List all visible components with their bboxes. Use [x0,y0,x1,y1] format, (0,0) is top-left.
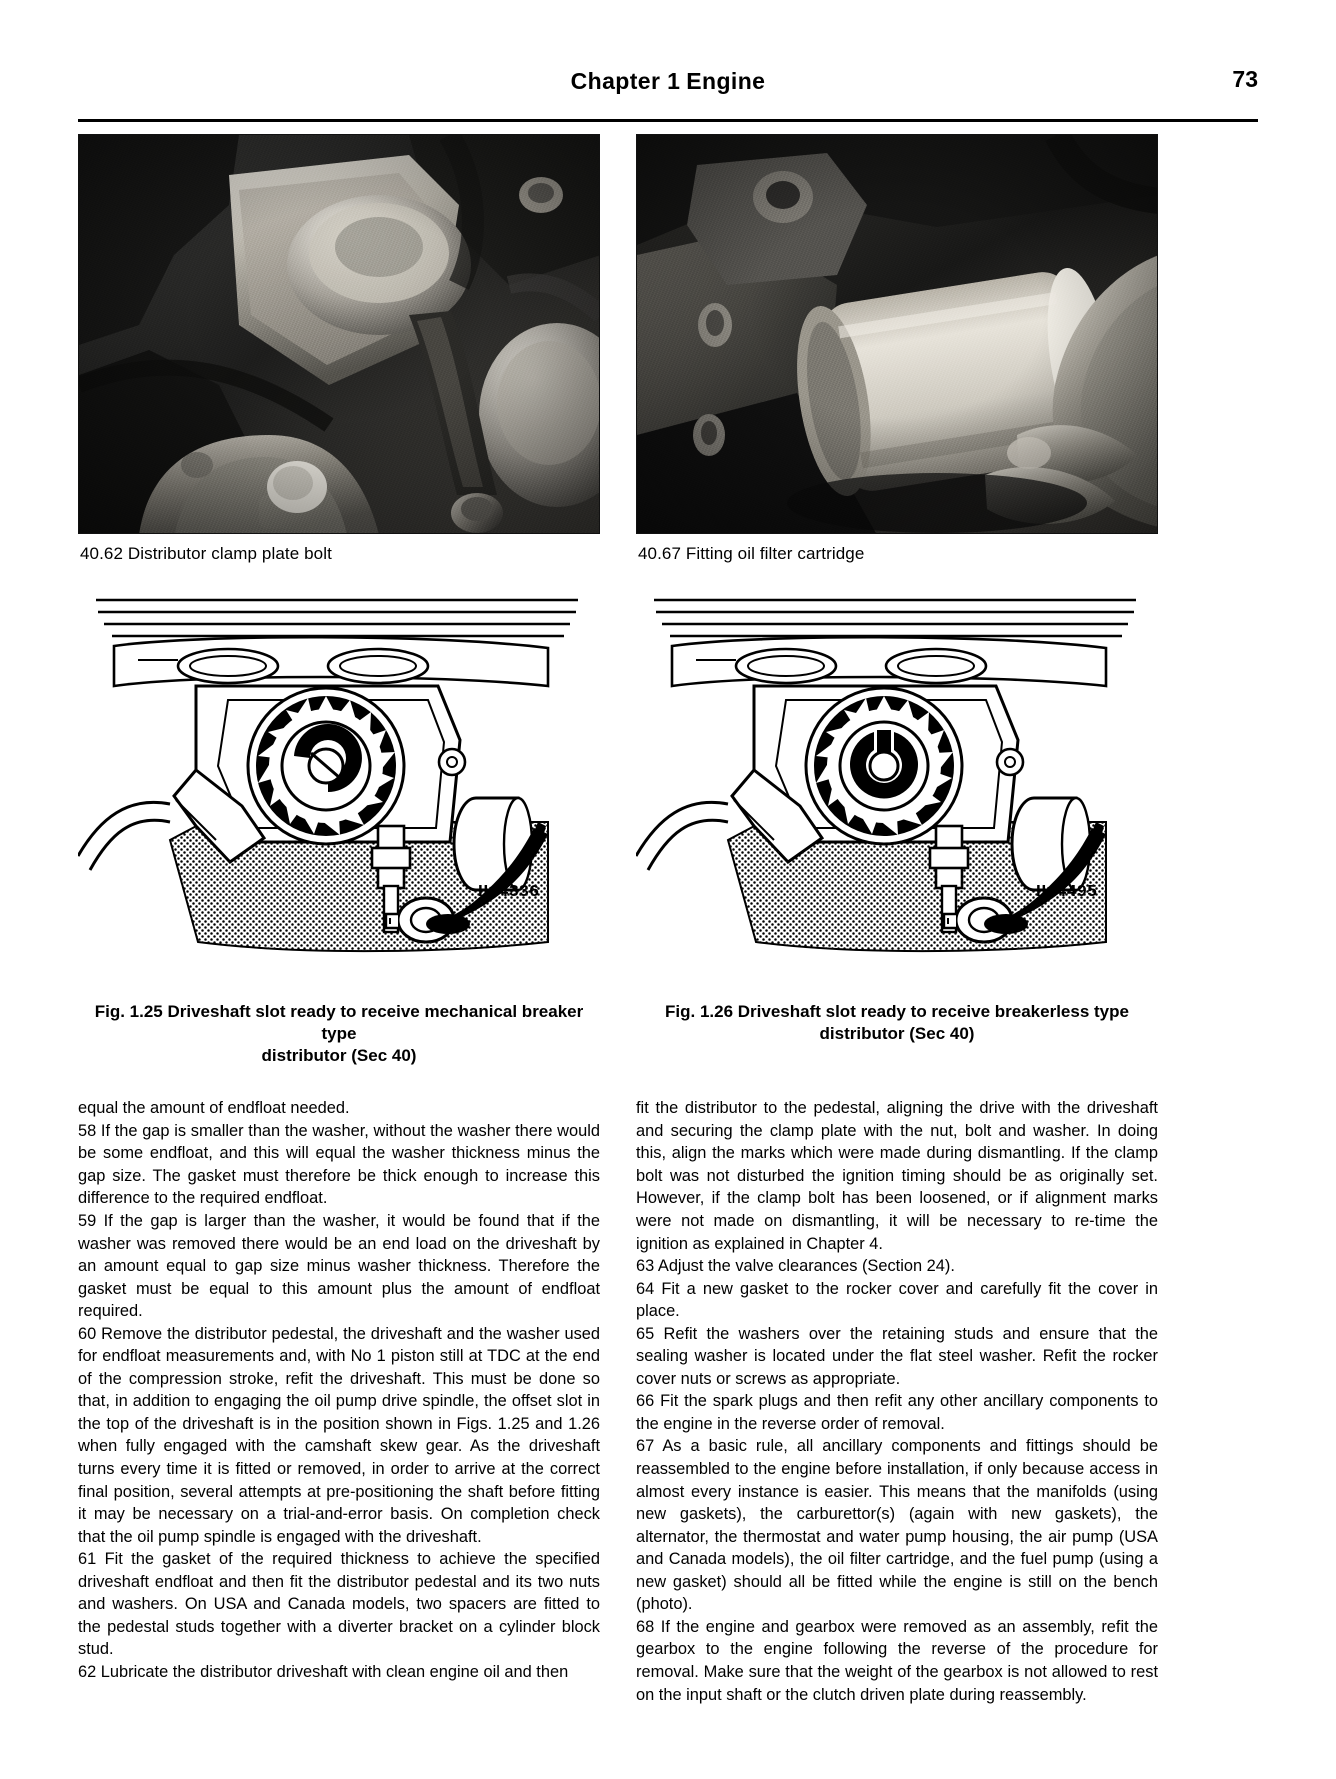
paragraph-60: 60 Remove the distributor pedestal, the driveshaft and the washer used for endfloat measurements and, with No 1 piston still at TDC at the end of the compression stroke, refit the driveshaft. This must be done so that, in addition to engaging the oil pump drive spindle, the offset slot in the top of the driveshaft is in the position shown in Figs. 1.25 and 1.26 when fully engaged with the camshaft skew gear. As the driveshaft turns every time it is fitted or removed, in order to arrive at the correct final position, several attempts at pre-positioning the shaft before fitting it may be necessary on a trial-and-error basis. On completion check that the oil pump spindle is engaged with the driveshaft. [78,1324,600,1546]
photo-distributor-clamp-plate-bolt [78,134,600,534]
photo-vignette-overlay [637,135,1157,533]
photo-row [78,134,1258,564]
photo-caption-left: 40.62 Distributor clamp plate bolt [80,544,332,563]
paragraph-65: 65 Refit the washers over the retaining studs and ensure that the sealing washer is located under the flat steel washer. Refit the rocker cover nuts or screws as appropriate. [636,1324,1158,1388]
driveshaft-breakerless-diagram [636,590,1158,970]
figure-caption-right-line2: distributor (Sec 40) [819,1024,975,1044]
figure-caption-left-line1: Fig. 1.25 Driveshaft slot ready to receive mechanical breaker type [94,1002,584,1044]
page-header [78,62,1258,124]
figure-reference-code-right: H14495 [1036,883,1098,902]
paragraph-61: 61 Fit the gasket of the required thickness to achieve the specified driveshaft endfloat and then fit the distributor pedestal and its two nuts and washers. On USA and Canada models, two spacers are fitted to the pedestal studs together with a diverter bracket on a cylinder block stud. [78,1550,600,1659]
paragraph-intro: equal the amount of endfloat needed. [78,1099,350,1118]
paragraph-59: 59 If the gap is larger than the washer, it would be found that if the washer was removed there would be an end load on the driveshaft by an amount equal to gap size minus washer thickness. Therefore the gasket must be equal to this amount plus the amount of endfloat required. [78,1212,600,1321]
body-column-left [78,1097,600,1706]
figure-caption-left [78,1001,600,1067]
photo-fitting-oil-filter-cartridge [636,134,1158,534]
manual-page [0,62,1336,1779]
paragraph-62: 62 Lubricate the distributor driveshaft with clean engine oil and then [78,1662,569,1681]
paragraph-67: 67 As a basic rule, all ancillary components and fittings should be reassembled to the engine before installation, if only because access in almost every instance is easier. This means that the manifolds (using new gaskets), the carburettor(s) (again with new gaskets), the alternator, the thermostat and water pump housing, the air pump (USA and Canada models), the oil filter cartridge, and the fuel pump (using a new gasket) should all be fitted while the engine is still on the bench (photo). [636,1437,1158,1614]
photo-block-left [78,134,600,564]
paragraph-66: 66 Fit the spark plugs and then refit any other ancillary components to the engine in the reverse order of removal. [636,1392,1158,1433]
figure-block-right [636,590,1158,1067]
paragraph-62-continued: fit the distributor to the pedestal, aligning the drive with the driveshaft and securing the clamp plate with the nut, bolt and washer. In doing this, align the marks which were made during dismantling. If the clamp bolt was not disturbed the ignition timing should be as originally set. However, if the clamp bolt has been loosened, or if alignment marks were not made on dismantling, it will be necessary to re-time the ignition as explained in Chapter 4. [636,1099,1158,1253]
figure-caption-right-line1: Fig. 1.26 Driveshaft slot ready to receive breakerless type [665,1002,1129,1021]
photo-caption-right: 40.67 Fitting oil filter cartridge [638,544,865,563]
paragraph-58: 58 If the gap is smaller than the washer, without the washer there would be some endfloat, and this will equal the washer thickness minus the gap size. The gasket must therefore be thick enough to increase this difference to the required endfloat. [78,1121,600,1208]
chapter-label: Chapter 1 [570,68,681,94]
paragraph-63: 63 Adjust the valve clearances (Section 24). [636,1257,955,1276]
body-text-columns [78,1097,1258,1706]
paragraph-64: 64 Fit a new gasket to the rocker cover and carefully fit the cover in place. [636,1279,1158,1321]
header-divider [78,119,1258,122]
photo-block-right [636,134,1158,564]
figure-caption-right [636,1001,1158,1045]
paragraph-68: 68 If the engine and gearbox were removed as an assembly, refit the gearbox to the engine following the reverse of the procedure for removal. Make sure that the weight of the gearbox is not allowed to rest on the input shaft or the clutch driven plate during reassembly. [636,1617,1158,1704]
page-title [78,68,1258,95]
photo-vignette-overlay [79,135,599,533]
page-number: 73 [1232,66,1258,92]
section-label: Engine [686,68,766,94]
figure-1-25-drawing [78,590,600,985]
figure-block-left [78,590,600,1067]
figure-row [78,590,1258,1067]
driveshaft-breaker-diagram [78,590,600,970]
body-column-right [636,1097,1158,1706]
figure-reference-code-left: H14336 [478,883,540,902]
figure-caption-left-line2: distributor (Sec 40) [261,1046,417,1066]
figure-1-26-drawing [636,590,1158,985]
